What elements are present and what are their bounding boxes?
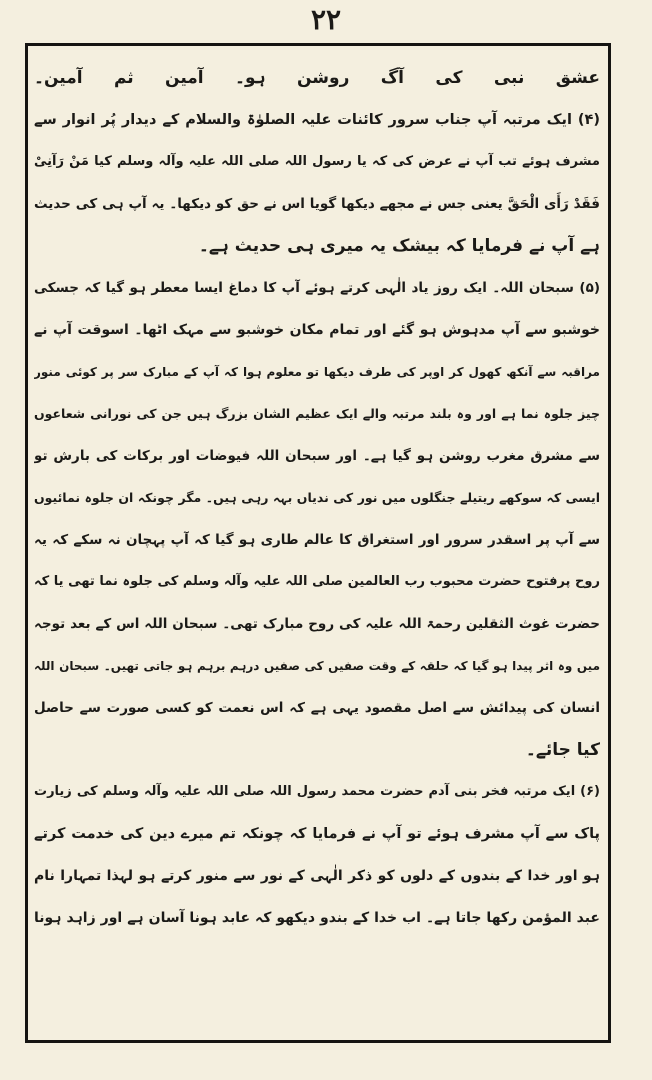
text-line: انسان کی پیدائش سے اصل مقصود یہی ہے کہ اس نعمت کو کسی صورت سے حاصل — [34, 700, 600, 716]
text-line: حضرت غوث الثقلین رحمۃ اللہ علیہ کی روح مبارک تھی۔ سبحان اللہ اس کے بعد توجہ — [34, 616, 600, 632]
text-line: ہو اور خدا کے بندوں کے دلوں کو ذکر الٰہی کے نور سے منور کرتے ہو لہذا تمہارا نام — [34, 868, 600, 884]
page-number: ۲۲ — [310, 3, 342, 36]
text-line: مراقبہ سے آنکھ کھول کر اوپر کی طرف دیکھا تو معلوم ہوا کہ آپ کے مبارک سر پر کوئی منور — [34, 365, 600, 379]
text-line: (۴) ایک مرتبہ آپ جناب سرور کائنات علیہ الصلوٰۃ والسلام کے دیدار پُر انوار سے — [34, 112, 600, 128]
text-line: فَقَدْ رَأَی الْحَقَّ یعنی جس نے مجھے دیکھا گویا اس نے حق کو دیکھا۔ یہ آپ ہی کی حدیث — [34, 196, 600, 212]
page-body-text — [34, 57, 600, 1037]
text-line: پاک سے آپ مشرف ہوئے تو آپ نے فرمایا کہ چونکہ تم میرے دین کی خدمت کرتے — [34, 826, 600, 842]
text-line: عشق نبی کی آگ روشن ہو۔ آمین ثم آمین۔ — [34, 68, 600, 88]
text-line: میں وہ اثر پیدا ہو گیا کہ حلقہ کے وقت صفیں کی صفیں درہم برہم ہو جاتی تھیں۔ سبحان اللہ — [34, 659, 600, 673]
text-line: سے مشرق مغرب روشن ہو گیا ہے۔ اور سبحان اللہ فیوضات اور برکات کی بارش تو — [34, 448, 600, 464]
text-line: کیا جائے۔ — [525, 740, 600, 760]
text-line: (۶) ایک مرتبہ فخر بنی آدم حضرت محمد رسول اللہ صلی اللہ علیہ وآلہ وسلم کی زیارت — [34, 784, 600, 799]
text-line: چیز جلوہ نما ہے اور وہ بلند مرتبہ والے ایک عظیم الشان بزرگ ہیں جن کی نورانی شعاعوں — [34, 406, 600, 421]
text-line: روح پرفتوح حضرت محبوب رب العالمین صلی اللہ علیہ وآلہ وسلم کی جلوہ نما تھی یا کہ — [34, 574, 600, 589]
text-line: عبد المؤمن رکھا جاتا ہے۔ اب خدا کے بندو دیکھو کہ عابد ہونا آسان ہے اور زاہد ہونا — [34, 910, 600, 926]
text-line: خوشبو سے آپ مدہوش ہو گئے اور تمام مکان خوشبو سے مہک اٹھا۔ اسوقت آپ نے — [34, 322, 600, 338]
text-line: ایسی کہ سوکھے ریتیلے جنگلوں میں نور کی ندیاں بہہ رہی ہیں۔ مگر چونکہ ان جلوہ نمائیوں — [34, 490, 600, 505]
text-line: ہے آپ نے فرمایا کہ بیشک یہ میری ہی حدیث ہے۔ — [198, 236, 600, 256]
text-line: (۵) سبحان اللہ۔ ایک روز یاد الٰہی کرتے ہوئے آپ کا دماغ ایسا معطر ہو گیا کہ جسکی — [34, 280, 600, 296]
text-line: مشرف ہوئے تب آپ نے عرض کی کہ یا رسول اللہ صلی اللہ علیہ وآلہ وسلم کیا مَنْ رَآنِیْ — [34, 154, 600, 169]
text-line: سے آپ پر اسقدر سرور اور استغراق کا عالم طاری ہو گیا کہ آپ پہچان نہ سکے کہ یہ — [34, 532, 600, 548]
